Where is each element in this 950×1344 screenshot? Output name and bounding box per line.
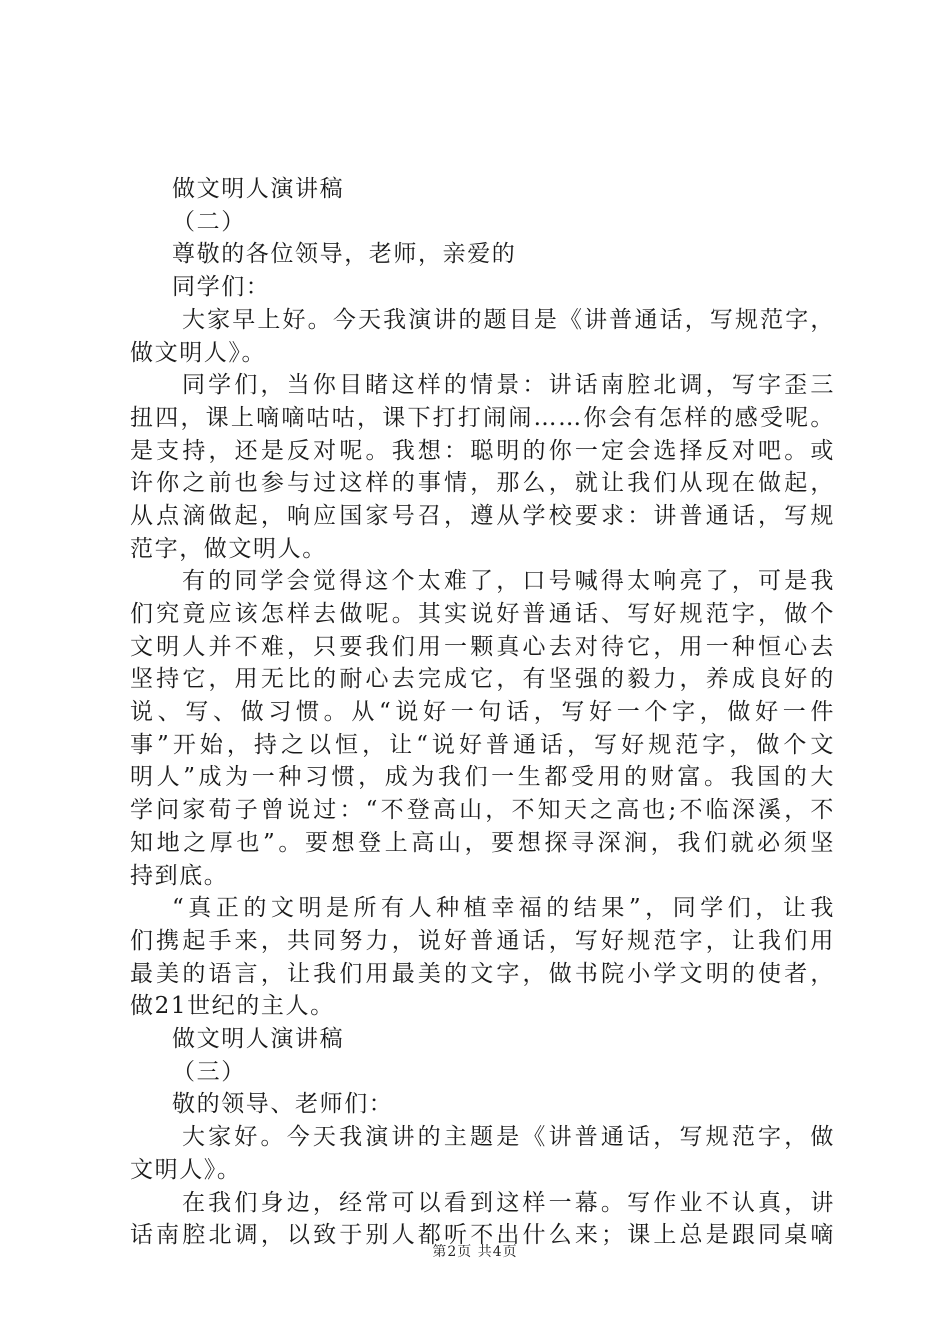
text-line: 事”开始，持之以恒，让“说好普通话，写好规范字，做个文: [130, 731, 835, 758]
text-line: 文明人并不难，只要我们用一颗真心去对待它，用一种恒心去: [130, 633, 835, 660]
text-line: 话南腔北调，以致于别人都听不出什么来；课上总是跟同桌嘀: [130, 1222, 835, 1249]
text-line: 尊敬的各位领导，老师，亲爱的: [172, 241, 517, 268]
text-line: 是支持，还是反对呢。我想：聪明的你一定会选择反对吧。或: [130, 437, 835, 464]
document-body: [130, 173, 835, 1252]
text-line: 学问家荀子曾说过：“不登高山，不知天之高也;不临深溪，不: [130, 797, 835, 824]
text-line: 最美的语言，让我们用最美的文字，做书院小学文明的使者，: [130, 960, 835, 987]
text-line: 同学们，当你目睹这样的情景：讲话南腔北调，写字歪三: [182, 372, 835, 399]
page-footer: 第2页 共4页: [432, 1244, 518, 1260]
text-line: 许你之前也参与过这样的事情，那么，就让我们从现在做起，: [130, 470, 835, 497]
text-line: （三）: [172, 1058, 246, 1085]
text-line: 在我们身边，经常可以看到这样一幕。写作业不认真，讲: [182, 1189, 835, 1216]
text-line: 知地之厚也”。要想登上高山，要想探寻深涧，我们就必须坚: [130, 829, 835, 856]
text-line: 做21世纪的主人。: [130, 993, 335, 1020]
text-line: 范字，做文明人。: [130, 535, 327, 562]
text-line: 们携起手来，共同努力，说好普通话，写好规范字，让我们用: [130, 927, 835, 954]
text-line: 大家早上好。今天我演讲的题目是《讲普通话，写规范字，: [182, 306, 835, 333]
text-line: 明人”成为一种习惯，成为我们一生都受用的财富。我国的大: [130, 764, 835, 791]
text-line: 们究竟应该怎样去做呢。其实说好普通话、写好规范字，做个: [130, 601, 835, 628]
text-line: 从点滴做起，响应国家号召，遵从学校要求：讲普通话，写规: [130, 502, 835, 529]
text-line: 持到底。: [130, 862, 229, 889]
text-line: 做文明人演讲稿: [172, 176, 345, 202]
text-line: “真正的文明是所有人种植幸福的结果”，同学们，让我: [172, 895, 835, 922]
text-line: 做文明人》。: [130, 339, 267, 366]
text-line: 敬的领导、老师们：: [172, 1091, 394, 1118]
text-line: 大家好。今天我演讲的主题是《讲普通话，写规范字，做: [182, 1124, 835, 1151]
text-line: 扭四，课上嘀嘀咕咕，课下打打闹闹……你会有怎样的感受呢。: [130, 404, 835, 431]
text-line: 同学们：: [172, 274, 271, 301]
text-line: 说、写、做习惯。从“说好一句话，写好一个字，做好一件: [130, 699, 835, 726]
text-line: 有的同学会觉得这个太难了，口号喊得太响亮了，可是我: [182, 568, 835, 595]
text-line: （二）: [172, 208, 246, 235]
text-line: 文明人》。: [130, 1156, 242, 1183]
text-line: 做文明人演讲稿: [172, 1026, 345, 1052]
text-line: 坚持它，用无比的耐心去完成它，有坚强的毅力，养成良好的: [130, 666, 835, 693]
